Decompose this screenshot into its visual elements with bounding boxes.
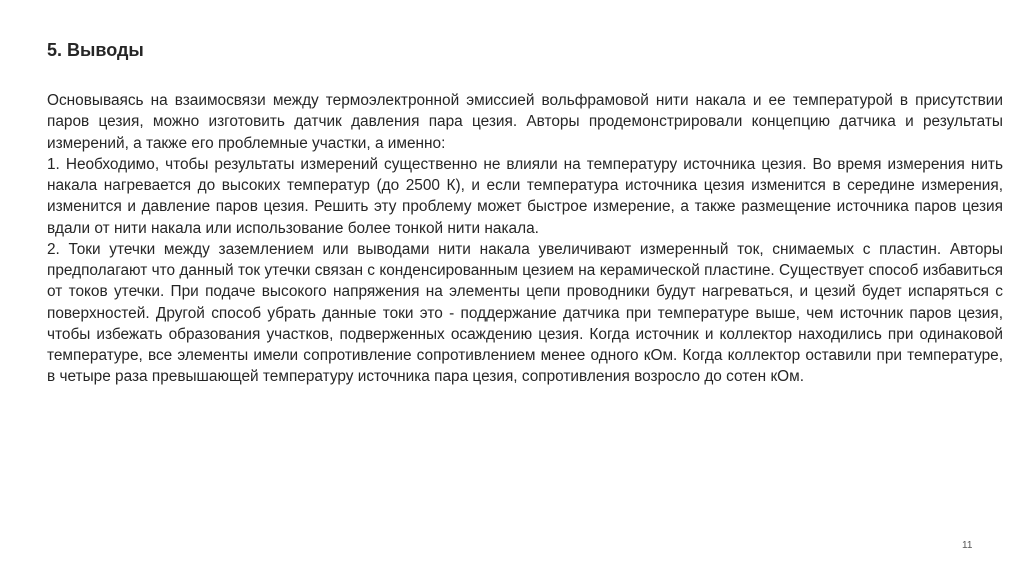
intro-paragraph: Основываясь на взаимосвязи между термоэлектронной эмиссией вольфрамовой нити накала и ее температурой в присутствии паров цезия, можно изготовить датчик давления пара цезия. Авторы продемонстрировали концепцию датчика и результаты измерений, а также его проблемные участки, а именно: [47, 92, 1003, 152]
point-1-paragraph: 1. Необходимо, чтобы результаты измерений существенно не влияли на температуру источника цезия. Во время измерения нить накала нагревается до высоких температур (до 2500 К), и если температура источника цезия изменится в середине измерения, изменится и давление паров цезия. Решить эту проблему может быстрое измерение, а также размещение источника паров цезия вдали от нити накала или использование более тонкой нити накала. [47, 155, 1003, 237]
slide-title: 5. Выводы [47, 40, 144, 60]
slide-body [47, 90, 1003, 388]
page-number: 11 [962, 540, 973, 551]
point-2-paragraph: 2. Токи утечки между заземлением или выводами нити накала увеличивают измеренный ток, снимаемых с пластин. Авторы предполагают что данный ток утечки связан с конденсированным цезием на керамической пластине. Существует способ избавиться от токов утечки. При подаче высокого напряжения на элементы цепи проводники будут нагреваться, и цезий будет испаряться с поверхностей. Другой способ убрать данные токи это - поддержание датчика при температуре выше, чем источник паров цезия, чтобы избежать образования участков, подверженных осаждению цезия. Когда источник и коллектор находились при одинаковой температуре, все элементы имели сопротивление сопротивлением менее одного кОм. Когда коллектор оставили при температуре, в четыре раза превышающей температуру источника пара цезия, сопротивления возросло до сотен кОм. [47, 240, 1003, 386]
